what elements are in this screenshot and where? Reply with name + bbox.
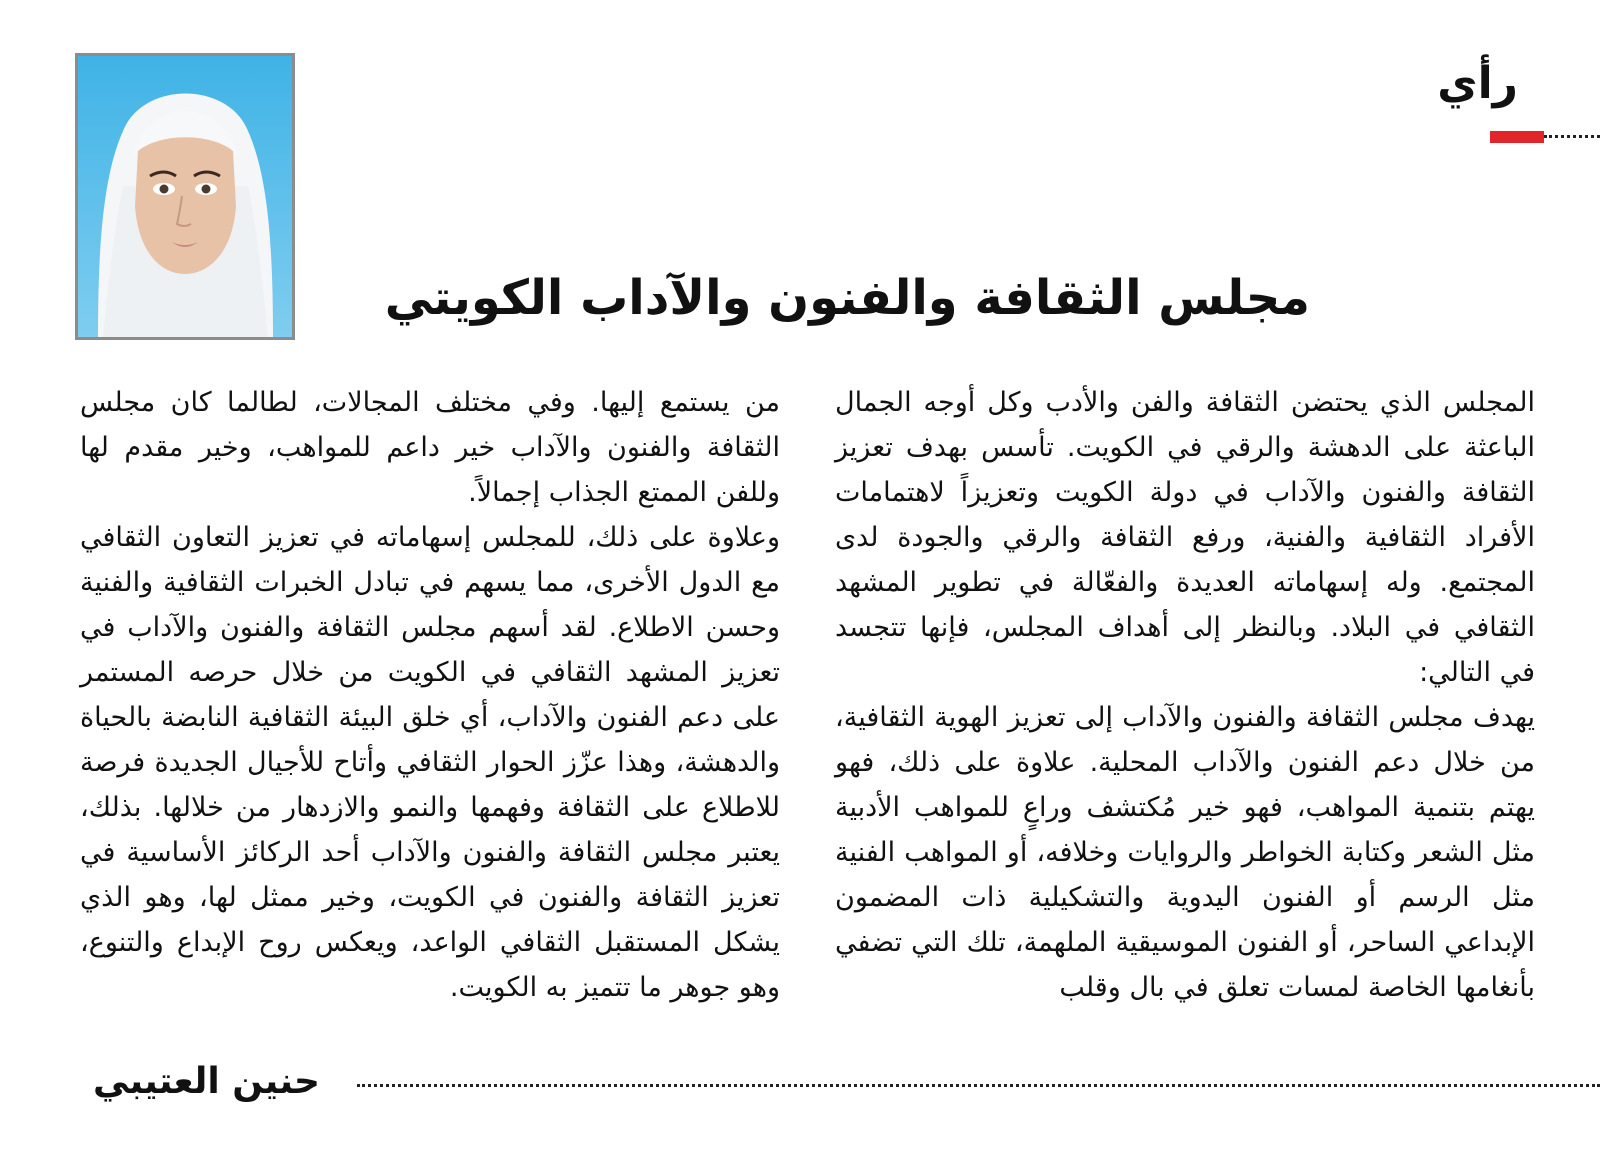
article-headline: مجلس الثقافة والفنون والآداب الكويتي [384,270,1310,327]
author-portrait-icon [78,56,292,337]
byline-dotted-rule [357,1084,1600,1087]
section-rule [1490,131,1600,143]
article-column-right [835,380,1535,1010]
section-dotted-rule [1544,135,1600,138]
article-paragraph: المجلس الذي يحتضن الثقافة والفن والأدب وكل أوجه الجمال الباعثة على الدهشة والرقي في الكويت. تأسس بهدف تعزيز الثقافة والفنون والآداب في دولة الكويت وتعزيزاً لاهتمامات الأفراد الثقافية والفنية، ورفع الثقافة والرقي والجودة لدى المجتمع. وله إسهاماته العديدة والفعّالة في تطوير المشهد الثقافي في البلاد. وبالنظر إلى أهداف المجلس، فإنها تتجسد في التالي: [835,387,1535,688]
article-column-left [80,380,780,1010]
article-paragraph: يهدف مجلس الثقافة والفنون والآداب إلى تعزيز الهوية الثقافية، من خلال دعم الفنون والآداب المحلية. علاوة على ذلك، فهو يهتم بتنمية المواهب، فهو خير مُكتشف وراعٍ للمواهب الأدبية مثل الشعر وكتابة الخواطر والروايات وخلافه، أو المواهب الفنية مثل الرسم أو الفنون اليدوية والتشكيلية ذات المضمون الإبداعي الساحر، أو الفنون الموسيقية الملهمة، تلك التي تضفي بأنغامها الخاصة لمسات تعلق في بال وقلب [835,702,1535,1003]
section-accent-bar [1490,131,1544,143]
section-label: رأي [1437,58,1518,109]
author-byline: حنين العتيبي [93,1061,320,1102]
article-paragraph: من يستمع إليها. وفي مختلف المجالات، لطالما كان مجلس الثقافة والفنون والآداب خير داعم للمواهب، وخير مقدم لها وللفن الممتع الجذاب إجمالاً. [80,387,780,508]
article-paragraph: وعلاوة على ذلك، للمجلس إسهاماته في تعزيز التعاون الثقافي مع الدول الأخرى، مما يسهم في تبادل الخبرات الثقافية والفنية وحسن الاطلاع. لقد أسهم مجلس الثقافة والفنون والآداب في تعزيز المشهد الثقافي في الكويت من خلال حرصه المستمر على دعم الفنون والآداب، أي خلق البيئة الثقافية النابضة بالحياة والدهشة، وهذا عزّز الحوار الثقافي وأتاح للأجيال الجديدة فرصة للاطلاع على الثقافة وفهمها والنمو والازدهار من خلالها. بذلك، يعتبر مجلس الثقافة والفنون والآداب أحد الركائز الأساسية في تعزيز الثقافة والفنون في الكويت، وخير ممثل لها، وهو الذي يشكل المستقبل الثقافي الواعد، ويعكس روح الإبداع والتنوع، وهو جوهر ما تتميز به الكويت. [80,522,780,1003]
author-portrait-photo [75,53,295,340]
